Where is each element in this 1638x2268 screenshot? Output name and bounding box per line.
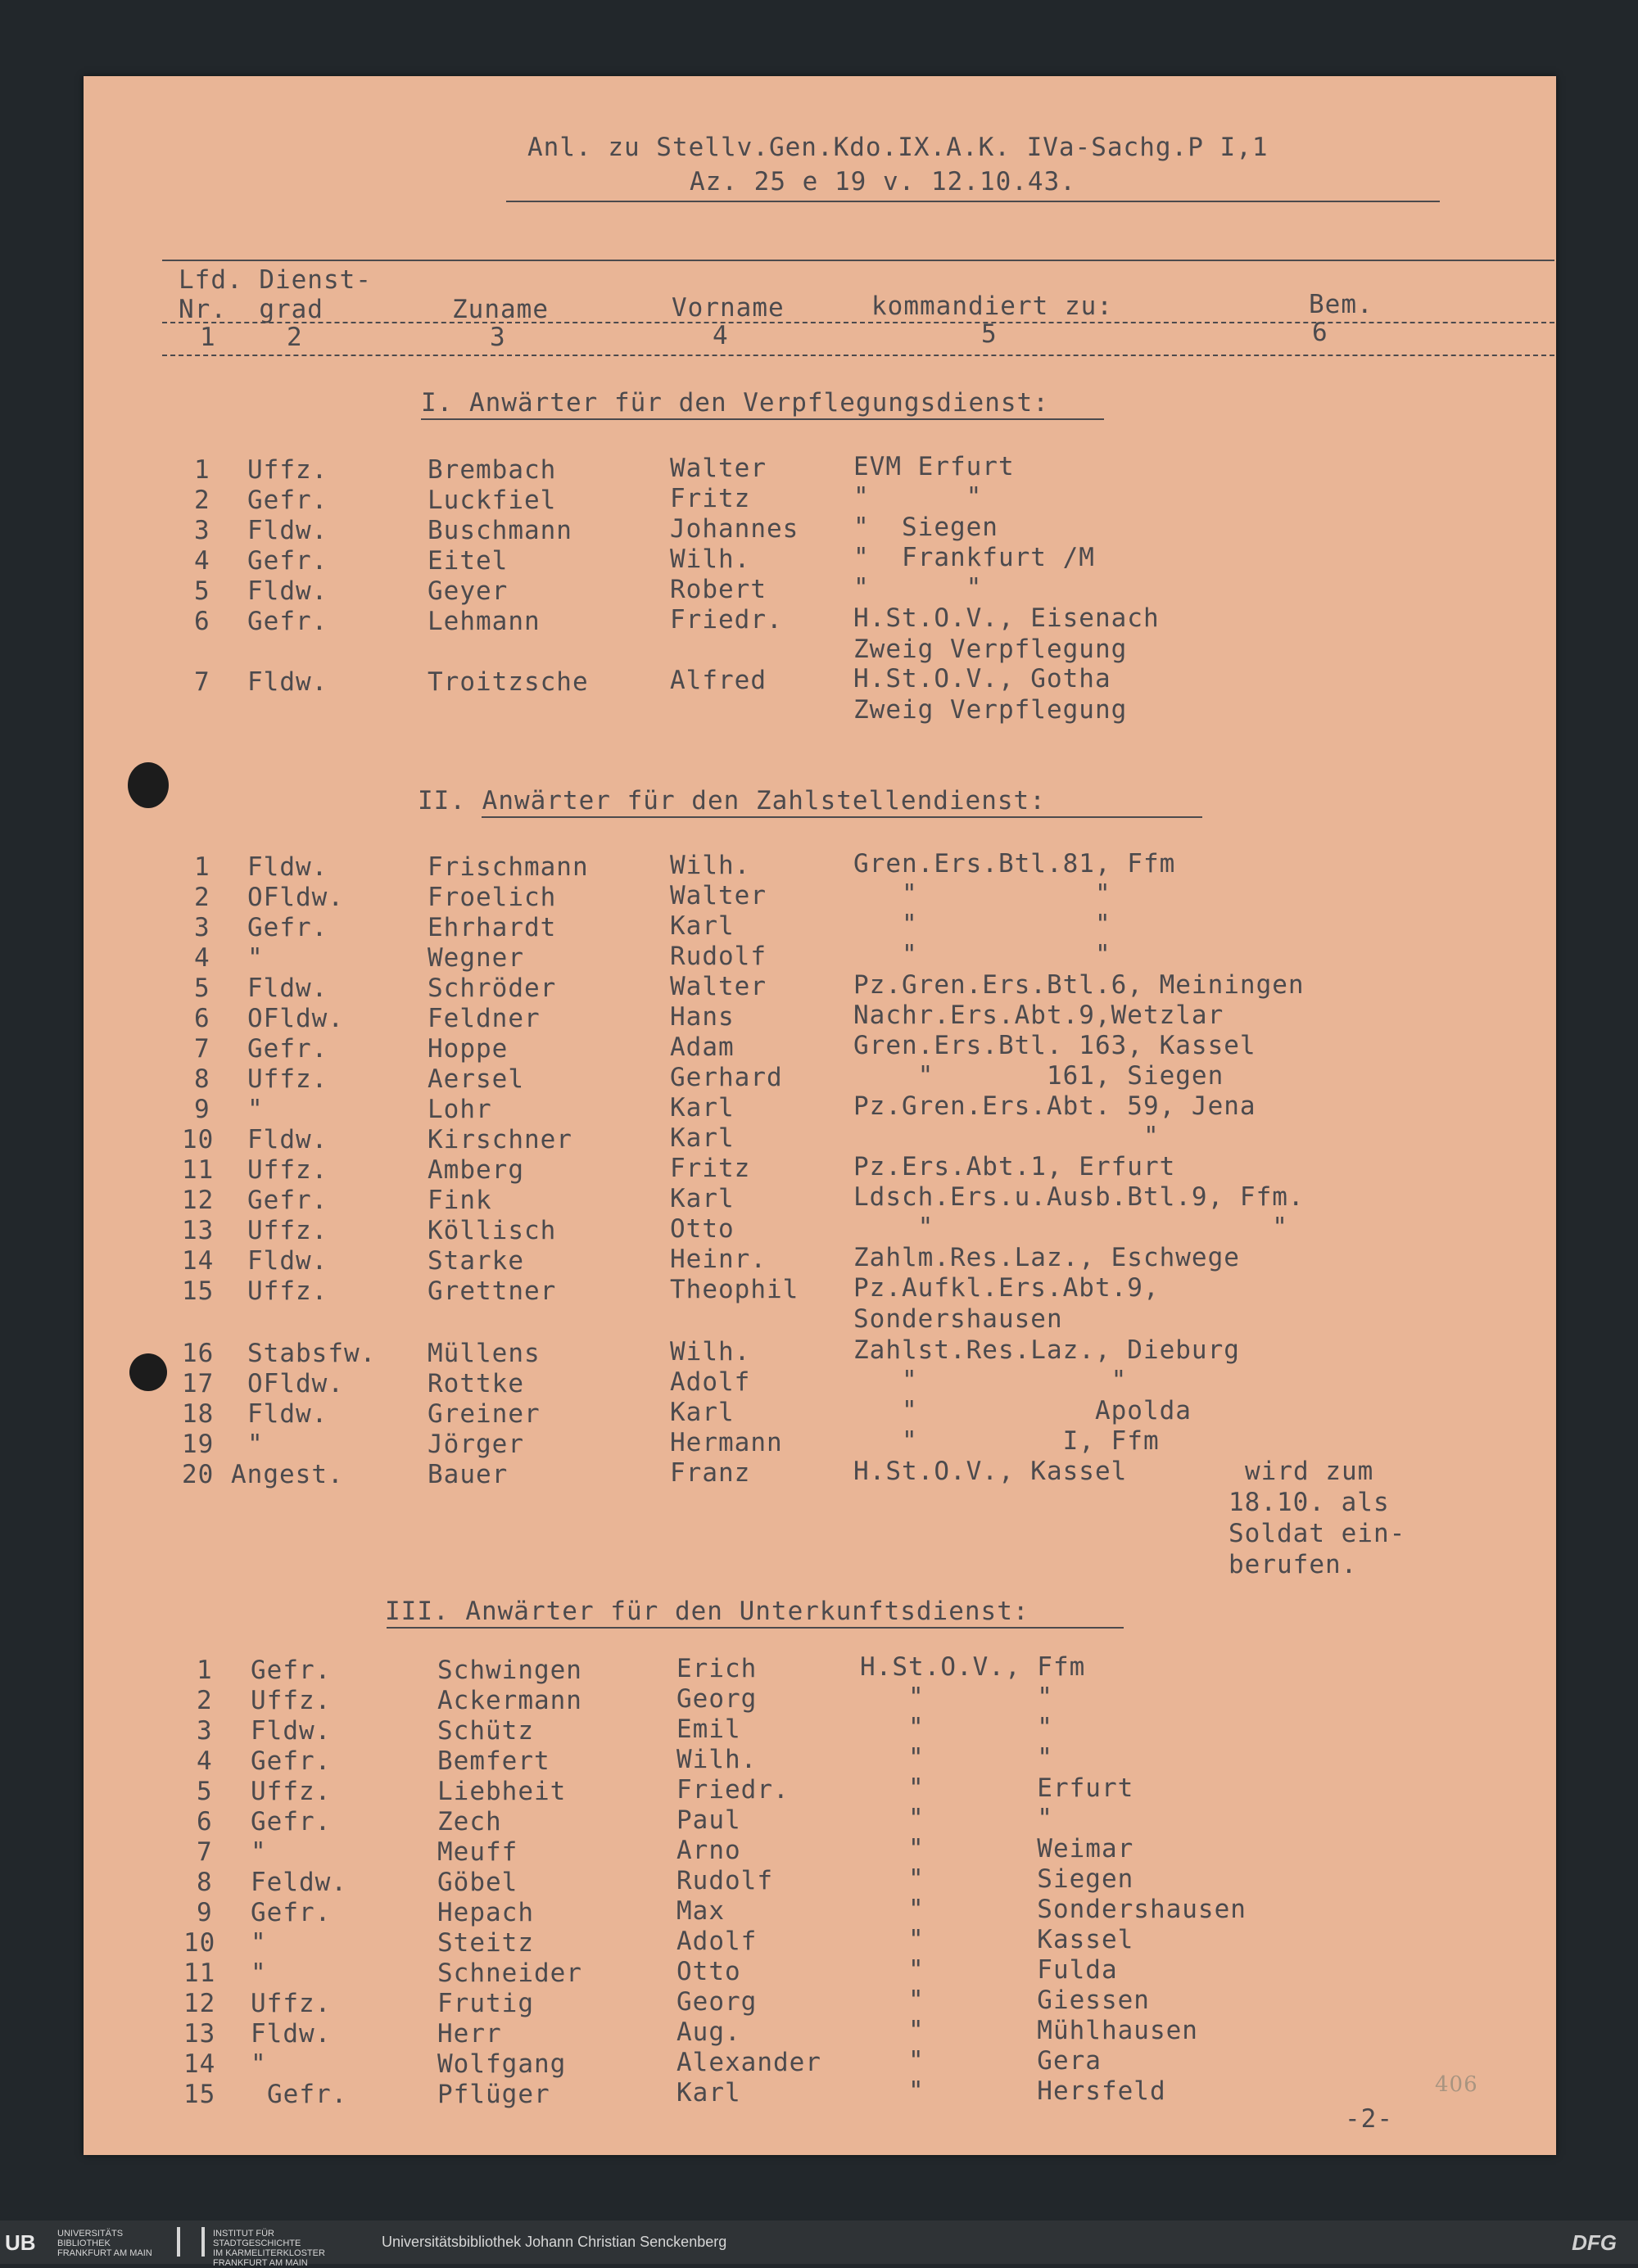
row-zuname: Troitzsche bbox=[428, 667, 589, 697]
row-vorname: Karl bbox=[676, 2078, 741, 2108]
row-nr: 2 bbox=[197, 1686, 213, 1715]
row-grad: Fldw. bbox=[247, 667, 328, 697]
row-vorname: Hermann bbox=[670, 1428, 783, 1457]
row-kommandiert: Gren.Ers.Btl. 163, Kassel bbox=[853, 1031, 1256, 1060]
col-header-zuname: Zuname bbox=[452, 295, 549, 324]
row-grad: " bbox=[247, 1095, 264, 1124]
row-nr: 3 bbox=[194, 516, 210, 545]
row-grad: Fldw. bbox=[247, 516, 328, 545]
row-kommandiert: Ldsch.Ers.u.Ausb.Btl.9, Ffm. bbox=[853, 1182, 1305, 1212]
row-grad: OFldw. bbox=[247, 1369, 344, 1398]
row-nr: 4 bbox=[194, 943, 210, 973]
row-kommandiert: Gren.Ers.Btl.81, Ffm bbox=[853, 849, 1176, 879]
row-grad: Fldw. bbox=[251, 2019, 332, 2049]
institute-logo-text: INSTITUT FÜR STADTGESCHICHTE IM KARMELITERKLOSTER FRANKFURT AM MAIN bbox=[213, 2229, 325, 2268]
row-nr: 15 bbox=[183, 2080, 216, 2109]
row-kommandiert: Nachr.Ers.Abt.9,Wetzlar bbox=[853, 1001, 1224, 1030]
row-kommandiert: " " bbox=[860, 1743, 1053, 1773]
row-nr: 11 bbox=[183, 1959, 216, 1988]
row-kommandiert-cont: Zweig Verpflegung bbox=[853, 635, 1128, 664]
row-kommandiert: H.St.O.V., Kassel bbox=[853, 1457, 1128, 1486]
col-header-nr-grad: Nr. grad bbox=[179, 295, 324, 324]
row-vorname: Georg bbox=[676, 1987, 758, 2017]
row-grad: Gefr. bbox=[247, 1186, 328, 1215]
row-grad: " bbox=[247, 1430, 264, 1459]
row-vorname: Fritz bbox=[670, 1154, 751, 1183]
row-kommandiert: Pz.Aufkl.Ers.Abt.9, bbox=[853, 1273, 1160, 1303]
row-zuname: Steitz bbox=[437, 1928, 534, 1958]
row-vorname: Georg bbox=[676, 1684, 758, 1714]
row-kommandiert: EVM Erfurt bbox=[853, 452, 1015, 481]
row-nr: 3 bbox=[194, 913, 210, 942]
row-kommandiert: " " bbox=[853, 879, 1111, 909]
row-grad: Gefr. bbox=[247, 607, 328, 636]
row-vorname: Wilh. bbox=[670, 544, 751, 574]
row-vorname: Friedr. bbox=[670, 605, 783, 635]
punch-hole-upper bbox=[128, 762, 169, 808]
row-vorname: Rudolf bbox=[670, 942, 767, 971]
ub-logo-mark: UB bbox=[5, 2230, 36, 2255]
row-nr: 7 bbox=[194, 667, 210, 697]
row-zuname: Starke bbox=[428, 1246, 524, 1276]
row-nr: 14 bbox=[182, 1246, 215, 1276]
row-nr: 19 bbox=[182, 1430, 215, 1459]
row-zuname: Hepach bbox=[437, 1898, 534, 1927]
row-zuname: Feldner bbox=[428, 1004, 541, 1033]
section-title: III. Anwärter für den Unterkunftsdienst: bbox=[385, 1597, 1029, 1626]
row-zuname: Frischmann bbox=[428, 852, 589, 882]
row-grad: OFldw. bbox=[247, 1004, 344, 1033]
row-vorname: Karl bbox=[670, 1184, 735, 1213]
row-vorname: Friedr. bbox=[676, 1775, 790, 1805]
row-grad: Fldw. bbox=[247, 852, 328, 882]
row-zuname: Luckfiel bbox=[428, 486, 557, 515]
row-kommandiert: " " bbox=[860, 1683, 1053, 1712]
row-zuname: Geyer bbox=[428, 576, 509, 606]
row-kommandiert: Zahlst.Res.Laz., Dieburg bbox=[853, 1335, 1240, 1365]
row-kommandiert: " " bbox=[853, 482, 983, 512]
row-kommandiert: " " bbox=[853, 573, 983, 603]
row-nr: 9 bbox=[194, 1095, 210, 1124]
row-zuname: Greiner bbox=[428, 1399, 541, 1429]
remark: 18.10. als bbox=[1228, 1488, 1390, 1517]
row-vorname: Walter bbox=[670, 454, 767, 483]
header-line-2: Az. 25 e 19 v. 12.10.43. bbox=[690, 167, 1076, 197]
row-grad: " bbox=[251, 1959, 267, 1988]
row-zuname: Brembach bbox=[428, 455, 557, 485]
row-grad: Gefr. bbox=[247, 486, 328, 515]
row-kommandiert: " Mühlhausen bbox=[860, 2016, 1198, 2045]
row-zuname: Herr bbox=[437, 2019, 502, 2049]
row-nr: 7 bbox=[194, 1034, 210, 1064]
row-grad: " bbox=[251, 2049, 267, 2079]
row-zuname: Hoppe bbox=[428, 1034, 509, 1064]
row-grad: Gefr. bbox=[251, 1746, 332, 1776]
row-nr: 11 bbox=[182, 1155, 215, 1185]
row-vorname: Heinr. bbox=[670, 1245, 767, 1274]
row-zuname: Bauer bbox=[428, 1460, 509, 1489]
col-num-2: 2 bbox=[287, 323, 303, 352]
row-zuname: Schneider bbox=[437, 1959, 582, 1988]
row-kommandiert-cont: Zweig Verpflegung bbox=[853, 695, 1128, 725]
row-nr: 12 bbox=[183, 1989, 216, 2018]
row-grad: Uffz. bbox=[251, 1686, 332, 1715]
col-header-vorname: Vorname bbox=[672, 293, 785, 323]
row-nr: 17 bbox=[182, 1369, 215, 1398]
row-grad: Uffz. bbox=[247, 1064, 328, 1094]
row-nr: 1 bbox=[194, 455, 210, 485]
col-header-lfd: Lfd. Dienst- bbox=[179, 265, 372, 295]
row-kommandiert: H.St.O.V., Gotha bbox=[853, 664, 1111, 694]
row-kommandiert: " Apolda bbox=[853, 1396, 1192, 1425]
row-zuname: Göbel bbox=[437, 1868, 518, 1897]
row-vorname: Emil bbox=[676, 1715, 741, 1744]
row-kommandiert: Pz.Gren.Ers.Btl.6, Meiningen bbox=[853, 970, 1305, 1000]
col-num-6: 6 bbox=[1312, 318, 1328, 347]
row-kommandiert: " Weimar bbox=[860, 1834, 1134, 1864]
row-grad: Gefr. bbox=[247, 913, 328, 942]
row-grad: Uffz. bbox=[251, 1989, 332, 2018]
header-underline bbox=[506, 201, 1440, 202]
row-vorname: Wilh. bbox=[670, 851, 751, 880]
row-grad: Gefr. bbox=[251, 1898, 332, 1927]
row-vorname: Alfred bbox=[670, 666, 767, 695]
row-kommandiert: " " bbox=[853, 1213, 1288, 1242]
row-zuname: Grettner bbox=[428, 1276, 557, 1306]
row-vorname: Paul bbox=[676, 1805, 741, 1835]
row-nr: 3 bbox=[197, 1716, 213, 1746]
row-kommandiert: " Gera bbox=[860, 2046, 1102, 2076]
row-grad: Fldw. bbox=[247, 576, 328, 606]
row-nr: 4 bbox=[194, 546, 210, 576]
row-vorname: Robert bbox=[670, 575, 767, 604]
row-zuname: Buschmann bbox=[428, 516, 572, 545]
row-nr: 13 bbox=[182, 1216, 215, 1245]
row-kommandiert: " Frankfurt /M bbox=[853, 543, 1095, 572]
row-grad: Fldw. bbox=[247, 1246, 328, 1276]
row-grad: Feldw. bbox=[251, 1868, 347, 1897]
row-vorname: Karl bbox=[670, 1093, 735, 1123]
row-vorname: Karl bbox=[670, 1123, 735, 1153]
row-vorname: Wilh. bbox=[676, 1745, 758, 1774]
remark: Soldat ein- bbox=[1228, 1519, 1406, 1548]
row-vorname: Fritz bbox=[670, 484, 751, 513]
row-vorname: Adolf bbox=[670, 1367, 751, 1397]
row-nr: 2 bbox=[194, 486, 210, 515]
row-nr: 10 bbox=[182, 1125, 215, 1154]
row-zuname: Meuff bbox=[437, 1837, 518, 1867]
row-zuname: Schütz bbox=[437, 1716, 534, 1746]
row-nr: 5 bbox=[197, 1777, 213, 1806]
row-zuname: Jörger bbox=[428, 1430, 524, 1459]
library-name: Universitätsbibliothek Johann Christian Senckenberg bbox=[382, 2234, 727, 2250]
row-vorname: Karl bbox=[670, 1398, 735, 1427]
row-grad: Uffz. bbox=[247, 455, 328, 485]
row-vorname: Franz bbox=[670, 1458, 751, 1488]
row-nr: 1 bbox=[197, 1656, 213, 1685]
row-kommandiert: " Kassel bbox=[860, 1925, 1134, 1954]
row-kommandiert: " " bbox=[860, 1804, 1053, 1833]
remark: berufen. bbox=[1228, 1550, 1358, 1579]
row-nr: 20 bbox=[182, 1460, 215, 1489]
row-kommandiert: H.St.O.V., Ffm bbox=[860, 1652, 1086, 1682]
row-zuname: Pflüger bbox=[437, 2080, 550, 2109]
row-zuname: Ackermann bbox=[437, 1686, 582, 1715]
row-grad: OFldw. bbox=[247, 883, 344, 912]
row-kommandiert: " bbox=[853, 1122, 1160, 1151]
row-nr: 16 bbox=[182, 1339, 215, 1368]
ub-logo-text: UNIVERSITÄTS BIBLIOTHEK FRANKFURT AM MAIN bbox=[57, 2229, 152, 2258]
row-grad: Fldw. bbox=[247, 1399, 328, 1429]
row-kommandiert: " " bbox=[860, 1713, 1053, 1742]
header-line-1: Anl. zu Stellv.Gen.Kdo.IX.A.K. IVa-Sachg.P I,1 bbox=[527, 133, 1269, 162]
row-kommandiert: " 161, Siegen bbox=[853, 1061, 1224, 1091]
row-kommandiert: " Sondershausen bbox=[860, 1895, 1247, 1924]
row-grad: Gefr. bbox=[251, 1656, 332, 1685]
row-nr: 18 bbox=[182, 1399, 215, 1429]
row-kommandiert: Pz.Gren.Ers.Abt. 59, Jena bbox=[853, 1091, 1256, 1121]
dfg-logo[interactable]: DFG bbox=[1572, 2230, 1617, 2255]
table-top-rule bbox=[162, 260, 1554, 261]
row-zuname: Wegner bbox=[428, 943, 524, 973]
institute-logo-icon bbox=[177, 2227, 205, 2257]
remark: wird zum bbox=[1245, 1457, 1374, 1486]
row-nr: 7 bbox=[197, 1837, 213, 1867]
section-title: I. Anwärter für den Verpflegungsdienst: bbox=[421, 388, 1049, 418]
row-kommandiert: " " bbox=[853, 1366, 1128, 1395]
row-vorname: Wilh. bbox=[670, 1337, 751, 1367]
row-grad: Gefr. bbox=[251, 1807, 332, 1837]
col-num-1: 1 bbox=[200, 323, 216, 352]
row-nr: 12 bbox=[182, 1186, 215, 1215]
row-kommandiert: H.St.O.V., Eisenach bbox=[853, 603, 1160, 633]
row-grad: Gefr. bbox=[267, 2080, 348, 2109]
row-zuname: Frutig bbox=[437, 1989, 534, 2018]
row-vorname: Adam bbox=[670, 1032, 735, 1062]
row-vorname: Alexander bbox=[676, 2048, 821, 2077]
row-vorname: Rudolf bbox=[676, 1866, 773, 1895]
row-vorname: Adolf bbox=[676, 1927, 758, 1956]
row-zuname: Zech bbox=[437, 1807, 502, 1837]
row-grad: Angest. bbox=[231, 1460, 344, 1489]
row-zuname: Schröder bbox=[428, 974, 557, 1003]
row-vorname: Erich bbox=[676, 1654, 758, 1683]
row-grad: Fldw. bbox=[247, 1125, 328, 1154]
row-nr: 10 bbox=[183, 1928, 216, 1958]
row-zuname: Kirschner bbox=[428, 1125, 572, 1154]
section-title-underline bbox=[387, 1627, 1124, 1629]
row-nr: 6 bbox=[194, 1004, 210, 1033]
row-kommandiert: " Hersfeld bbox=[860, 2076, 1166, 2106]
row-kommandiert: " " bbox=[853, 940, 1111, 969]
section-title-underline bbox=[421, 418, 1104, 420]
row-nr: 2 bbox=[194, 883, 210, 912]
row-grad: Fldw. bbox=[247, 974, 328, 1003]
row-vorname: Johannes bbox=[670, 514, 799, 544]
row-zuname: Müllens bbox=[428, 1339, 541, 1368]
row-kommandiert: Pz.Ers.Abt.1, Erfurt bbox=[853, 1152, 1176, 1181]
row-grad: Gefr. bbox=[247, 1034, 328, 1064]
row-zuname: Amberg bbox=[428, 1155, 524, 1185]
row-grad: Gefr. bbox=[247, 546, 328, 576]
col-num-4: 4 bbox=[713, 321, 729, 350]
document-sheet bbox=[84, 76, 1556, 2155]
punch-hole-lower bbox=[129, 1353, 167, 1391]
row-zuname: Wolfgang bbox=[437, 2049, 567, 2079]
row-nr: 9 bbox=[197, 1898, 213, 1927]
row-nr: 8 bbox=[197, 1868, 213, 1897]
row-kommandiert-cont: Sondershausen bbox=[853, 1304, 1063, 1334]
row-kommandiert: " Giessen bbox=[860, 1986, 1150, 2015]
row-grad: " bbox=[247, 943, 264, 973]
row-zuname: Liebheit bbox=[437, 1777, 567, 1806]
row-vorname: Otto bbox=[676, 1957, 741, 1986]
row-vorname: Theophil bbox=[670, 1275, 799, 1304]
row-zuname: Aersel bbox=[428, 1064, 524, 1094]
row-nr: 1 bbox=[194, 852, 210, 882]
row-nr: 14 bbox=[183, 2049, 216, 2079]
table-header-rule bbox=[162, 322, 1554, 323]
row-kommandiert: " Erfurt bbox=[860, 1773, 1134, 1803]
row-kommandiert: " " bbox=[853, 910, 1111, 939]
row-grad: Uffz. bbox=[247, 1276, 328, 1306]
row-kommandiert: " Siegen bbox=[853, 513, 998, 542]
row-zuname: Eitel bbox=[428, 546, 509, 576]
row-zuname: Köllisch bbox=[428, 1216, 557, 1245]
row-grad: Uffz. bbox=[247, 1216, 328, 1245]
col-header-bem: Bem. bbox=[1309, 290, 1373, 319]
row-nr: 6 bbox=[194, 607, 210, 636]
row-nr: 6 bbox=[197, 1807, 213, 1837]
row-zuname: Lehmann bbox=[428, 607, 541, 636]
row-vorname: Max bbox=[676, 1896, 725, 1926]
row-vorname: Aug. bbox=[676, 2017, 741, 2047]
row-kommandiert: " Fulda bbox=[860, 1955, 1118, 1985]
row-zuname: Froelich bbox=[428, 883, 557, 912]
row-kommandiert: " I, Ffm bbox=[853, 1426, 1160, 1456]
section-title-underline bbox=[482, 816, 1202, 818]
row-vorname: Walter bbox=[670, 972, 767, 1001]
row-vorname: Arno bbox=[676, 1836, 741, 1865]
col-num-3: 3 bbox=[490, 323, 506, 352]
row-zuname: Schwingen bbox=[437, 1656, 582, 1685]
row-kommandiert: " Siegen bbox=[860, 1864, 1134, 1894]
row-grad: Stabsfw. bbox=[247, 1339, 377, 1368]
row-nr: 13 bbox=[183, 2019, 216, 2049]
col-header-kommandiert: kommandiert zu: bbox=[871, 291, 1113, 321]
section-title: II. Anwärter für den Zahlstellendienst: bbox=[418, 786, 1046, 815]
row-grad: " bbox=[251, 1837, 267, 1867]
row-nr: 5 bbox=[194, 974, 210, 1003]
row-nr: 8 bbox=[194, 1064, 210, 1094]
row-zuname: Lohr bbox=[428, 1095, 492, 1124]
row-nr: 4 bbox=[197, 1746, 213, 1776]
row-grad: Fldw. bbox=[251, 1716, 332, 1746]
row-nr: 15 bbox=[182, 1276, 215, 1306]
row-zuname: Bemfert bbox=[437, 1746, 550, 1776]
table-header-rule-bottom bbox=[162, 355, 1554, 356]
row-vorname: Karl bbox=[670, 911, 735, 941]
row-grad: Uffz. bbox=[247, 1155, 328, 1185]
row-grad: Uffz. bbox=[251, 1777, 332, 1806]
pencil-note: 406 bbox=[1435, 2072, 1478, 2097]
row-zuname: Rottke bbox=[428, 1369, 524, 1398]
row-vorname: Gerhard bbox=[670, 1063, 783, 1092]
row-vorname: Otto bbox=[670, 1214, 735, 1244]
row-grad: " bbox=[251, 1928, 267, 1958]
row-nr: 5 bbox=[194, 576, 210, 606]
page-number: -2- bbox=[1345, 2104, 1393, 2134]
row-vorname: Walter bbox=[670, 881, 767, 910]
viewer-footer bbox=[0, 2221, 1638, 2268]
row-zuname: Ehrhardt bbox=[428, 913, 557, 942]
row-vorname: Hans bbox=[670, 1002, 735, 1032]
row-kommandiert: Zahlm.Res.Laz., Eschwege bbox=[853, 1243, 1240, 1272]
col-num-5: 5 bbox=[981, 319, 998, 349]
row-zuname: Fink bbox=[428, 1186, 492, 1215]
